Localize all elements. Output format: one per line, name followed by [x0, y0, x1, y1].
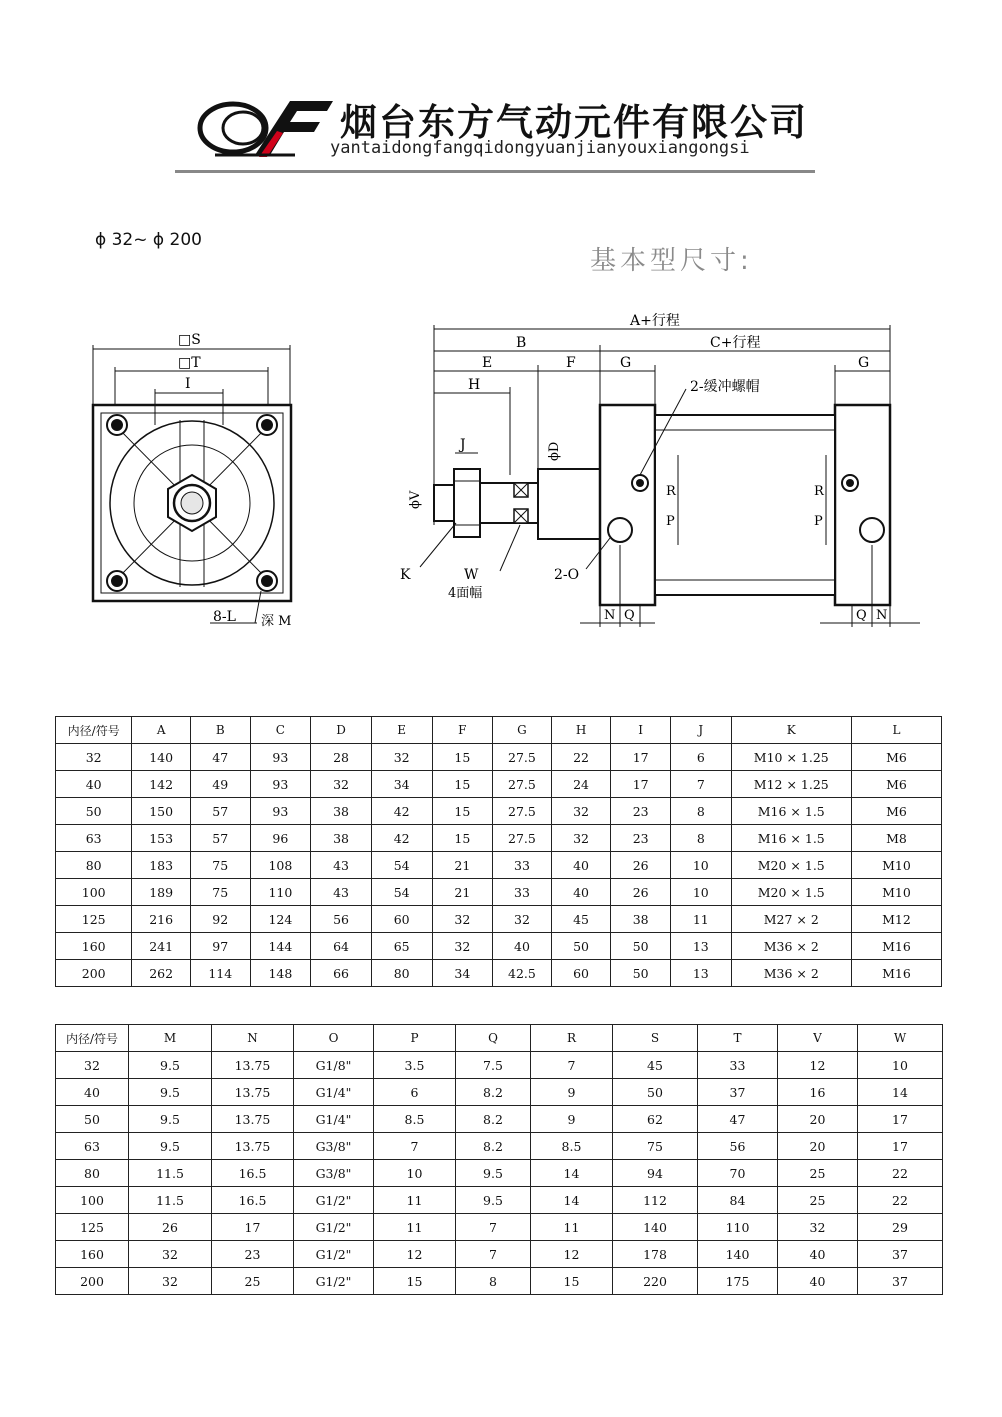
table-cell: 25 — [778, 1187, 858, 1214]
dim-label-w-note: 4面幅 — [448, 586, 483, 601]
table-cell: M16 × 1.5 — [731, 798, 851, 825]
table-cell: 9.5 — [456, 1160, 531, 1187]
column-header: W — [858, 1025, 943, 1052]
table-cell: 57 — [190, 798, 250, 825]
table-cell: M8 — [851, 825, 941, 852]
header-divider — [175, 170, 815, 173]
table-cell: 178 — [613, 1241, 698, 1268]
column-header: I — [611, 717, 671, 744]
table-cell: 45 — [551, 906, 611, 933]
column-header: A — [132, 717, 191, 744]
table-cell: 97 — [190, 933, 250, 960]
table-cell: 38 — [311, 798, 372, 825]
column-header: R — [531, 1025, 613, 1052]
table-row — [56, 1052, 943, 1079]
table-cell: 11 — [374, 1187, 456, 1214]
table-cell: 10 — [374, 1160, 456, 1187]
table-row — [56, 1214, 943, 1241]
dim-label-w: W — [464, 567, 479, 583]
table-row — [56, 825, 942, 852]
column-header: F — [432, 717, 493, 744]
table-cell: 142 — [132, 771, 191, 798]
table-cell: 32 — [432, 906, 493, 933]
table-cell: 175 — [698, 1268, 778, 1295]
table-cell: 189 — [132, 879, 191, 906]
table-cell: M6 — [851, 798, 941, 825]
table-cell: M12 × 1.25 — [731, 771, 851, 798]
table-cell: 45 — [613, 1052, 698, 1079]
table-cell: 9.5 — [129, 1106, 212, 1133]
table-cell: 40 — [778, 1268, 858, 1295]
bore-size-cell: 200 — [56, 1268, 129, 1295]
table-cell: 17 — [858, 1133, 943, 1160]
dim-label-depth: 深 M — [261, 614, 292, 629]
table-row — [56, 744, 942, 771]
table-cell: 32 — [311, 771, 372, 798]
table-cell: 94 — [613, 1160, 698, 1187]
table-cell: 11.5 — [129, 1187, 212, 1214]
table-cell: 17 — [611, 771, 671, 798]
table-cell: 32 — [551, 825, 611, 852]
table-cell: 92 — [190, 906, 250, 933]
table-cell: 7 — [456, 1214, 531, 1241]
table-cell: 153 — [132, 825, 191, 852]
table-cell: 75 — [613, 1133, 698, 1160]
table-cell: 14 — [531, 1187, 613, 1214]
table-cell: 27.5 — [493, 825, 552, 852]
table-cell: 10 — [670, 852, 731, 879]
column-header: J — [670, 717, 731, 744]
table-cell: G1/2" — [294, 1268, 374, 1295]
table-cell: 22 — [858, 1160, 943, 1187]
table-cell: 32 — [551, 798, 611, 825]
bore-size-cell: 40 — [56, 771, 132, 798]
table-cell: 25 — [778, 1160, 858, 1187]
dim-label-p-right: P — [814, 514, 823, 529]
table-cell: 27.5 — [493, 771, 552, 798]
table-cell: 50 — [611, 933, 671, 960]
table-cell: 13 — [670, 960, 731, 987]
company-logo — [195, 95, 335, 167]
table-cell: 220 — [613, 1268, 698, 1295]
bore-size-cell: 63 — [56, 825, 132, 852]
table-cell: 15 — [531, 1268, 613, 1295]
table-cell: 13.75 — [212, 1106, 294, 1133]
table-cell: 32 — [129, 1241, 212, 1268]
table-cell: 70 — [698, 1160, 778, 1187]
table-row — [56, 1106, 943, 1133]
bore-size-cell: 32 — [56, 1052, 129, 1079]
dim-label-g-left: G — [620, 355, 632, 371]
table-cell: 20 — [778, 1106, 858, 1133]
table-cell: 140 — [132, 744, 191, 771]
table-cell: 38 — [611, 906, 671, 933]
table-row — [56, 933, 942, 960]
table-row — [56, 852, 942, 879]
table-cell: 112 — [613, 1187, 698, 1214]
column-header: E — [371, 717, 432, 744]
table-cell: 183 — [132, 852, 191, 879]
table-cell: 40 — [551, 852, 611, 879]
side-view-drawing — [390, 305, 930, 635]
table-cell: 23 — [611, 798, 671, 825]
table-cell: M16 × 1.5 — [731, 825, 851, 852]
table-cell: 14 — [858, 1079, 943, 1106]
table-cell: 8 — [456, 1268, 531, 1295]
bore-size-cell: 50 — [56, 798, 132, 825]
table-cell: 7 — [531, 1052, 613, 1079]
table-cell: 8.2 — [456, 1133, 531, 1160]
bore-size-cell: 200 — [56, 960, 132, 987]
table-header-row — [56, 1025, 943, 1052]
table-cell: 12 — [531, 1241, 613, 1268]
table-cell: 38 — [311, 825, 372, 852]
table-cell: 8 — [670, 798, 731, 825]
table-cell: 75 — [190, 852, 250, 879]
table-cell: 13 — [670, 933, 731, 960]
table-cell: 8.2 — [456, 1079, 531, 1106]
table-cell: 9.5 — [129, 1052, 212, 1079]
table-cell: 96 — [250, 825, 311, 852]
table-cell: 108 — [250, 852, 311, 879]
table-cell: 93 — [250, 771, 311, 798]
table-cell: 50 — [611, 960, 671, 987]
table-cell: 27.5 — [493, 798, 552, 825]
dim-label-e: E — [482, 355, 493, 371]
dim-label-n-left: N — [604, 608, 616, 623]
table-row — [56, 1187, 943, 1214]
table-cell: 16.5 — [212, 1160, 294, 1187]
table-header-row — [56, 717, 942, 744]
table-cell: 24 — [551, 771, 611, 798]
bore-size-cell: 80 — [56, 852, 132, 879]
table-cell: 54 — [371, 852, 432, 879]
table-cell: 23 — [212, 1241, 294, 1268]
dim-label-f: F — [566, 355, 576, 371]
dimension-table-1 — [55, 716, 942, 987]
table-cell: 7 — [670, 771, 731, 798]
table-cell: 110 — [250, 879, 311, 906]
table-cell: 150 — [132, 798, 191, 825]
dim-label-c: C+行程 — [710, 335, 761, 351]
table-cell: 110 — [698, 1214, 778, 1241]
column-header: V — [778, 1025, 858, 1052]
table-cell: 140 — [698, 1241, 778, 1268]
column-header: S — [613, 1025, 698, 1052]
table-cell: 93 — [250, 798, 311, 825]
dim-label-q-left: Q — [624, 608, 635, 623]
table-cell: M16 — [851, 933, 941, 960]
table-cell: 37 — [858, 1268, 943, 1295]
table-cell: 56 — [698, 1133, 778, 1160]
dim-label-i: I — [185, 376, 191, 392]
table-row — [56, 906, 942, 933]
table-cell: G1/2" — [294, 1241, 374, 1268]
table-cell: 15 — [432, 825, 493, 852]
company-pinyin: yantaidongfangqidongyuanjianyouxiangongsi — [330, 138, 750, 158]
dim-label-g-right: G — [858, 355, 870, 371]
column-header: H — [551, 717, 611, 744]
bore-size-cell: 40 — [56, 1079, 129, 1106]
table-cell: 40 — [493, 933, 552, 960]
table-cell: 50 — [613, 1079, 698, 1106]
table-cell: 15 — [432, 798, 493, 825]
table-cell: M10 — [851, 852, 941, 879]
bore-size-cell: 160 — [56, 933, 132, 960]
table-row — [56, 1241, 943, 1268]
dim-label-n-right: N — [876, 608, 888, 623]
table-cell: 7 — [456, 1241, 531, 1268]
dim-label-r-left: R — [666, 484, 676, 499]
table-cell: 124 — [250, 906, 311, 933]
table-cell: 66 — [311, 960, 372, 987]
column-header: C — [250, 717, 311, 744]
table-cell: 9 — [531, 1079, 613, 1106]
table-cell: 40 — [551, 879, 611, 906]
bore-size-cell: 100 — [56, 1187, 129, 1214]
bore-size-cell: 100 — [56, 879, 132, 906]
table-cell: 12 — [778, 1052, 858, 1079]
table-cell: 8.5 — [374, 1106, 456, 1133]
column-header: 内径/符号 — [56, 1025, 129, 1052]
column-header: B — [190, 717, 250, 744]
table-row — [56, 1160, 943, 1187]
table-cell: 42 — [371, 825, 432, 852]
table-cell: 9 — [531, 1106, 613, 1133]
table-cell: 65 — [371, 933, 432, 960]
dim-label-l: 8-L — [213, 609, 236, 625]
table-cell: M6 — [851, 771, 941, 798]
table-cell: 17 — [611, 744, 671, 771]
table-cell: 33 — [493, 879, 552, 906]
table-cell: 62 — [613, 1106, 698, 1133]
table-cell: 8.2 — [456, 1106, 531, 1133]
table-cell: 21 — [432, 852, 493, 879]
table-cell: G1/4" — [294, 1079, 374, 1106]
table-cell: 10 — [670, 879, 731, 906]
front-view-drawing — [85, 325, 315, 635]
dim-label-k: K — [400, 567, 411, 583]
table-row — [56, 960, 942, 987]
table-cell: 241 — [132, 933, 191, 960]
dim-label-a: A+行程 — [630, 313, 680, 329]
table-cell: 60 — [371, 906, 432, 933]
table-cell: 27.5 — [493, 744, 552, 771]
column-header: K — [731, 717, 851, 744]
table-cell: 34 — [371, 771, 432, 798]
table-cell: 262 — [132, 960, 191, 987]
table-cell: 42.5 — [493, 960, 552, 987]
table-cell: 93 — [250, 744, 311, 771]
dim-label-p-left: P — [666, 514, 675, 529]
table-cell: 15 — [432, 744, 493, 771]
table-cell: 33 — [493, 852, 552, 879]
table-cell: 13.75 — [212, 1133, 294, 1160]
dim-label-b: B — [516, 335, 527, 351]
table-cell: 80 — [371, 960, 432, 987]
column-header: L — [851, 717, 941, 744]
bore-size-cell: 32 — [56, 744, 132, 771]
table-row — [56, 1079, 943, 1106]
table-cell: 26 — [611, 852, 671, 879]
column-header: Q — [456, 1025, 531, 1052]
cushion-nut-label: 2-缓冲螺帽 — [690, 379, 760, 395]
table-cell: G1/2" — [294, 1187, 374, 1214]
table-cell: 17 — [858, 1106, 943, 1133]
bore-size-cell: 50 — [56, 1106, 129, 1133]
table-cell: 11 — [531, 1214, 613, 1241]
dim-label-h: H — [468, 377, 481, 393]
table-cell: 84 — [698, 1187, 778, 1214]
table-cell: 47 — [698, 1106, 778, 1133]
column-header: N — [212, 1025, 294, 1052]
dim-label-v: ϕV — [408, 490, 423, 509]
table-cell: G1/2" — [294, 1214, 374, 1241]
table-cell: 148 — [250, 960, 311, 987]
table-cell: 13.75 — [212, 1079, 294, 1106]
table-cell: 40 — [778, 1241, 858, 1268]
bore-size-cell: 160 — [56, 1241, 129, 1268]
table-cell: 15 — [432, 771, 493, 798]
table-cell: 26 — [129, 1214, 212, 1241]
table-row — [56, 798, 942, 825]
bore-size-cell: 125 — [56, 1214, 129, 1241]
column-header: D — [311, 717, 372, 744]
table-cell: 37 — [698, 1079, 778, 1106]
table-cell: M6 — [851, 744, 941, 771]
table-cell: M16 — [851, 960, 941, 987]
table-cell: 15 — [374, 1268, 456, 1295]
dim-label-t: □T — [178, 355, 201, 371]
column-header: 内径/符号 — [56, 717, 132, 744]
bore-size-cell: 125 — [56, 906, 132, 933]
table-cell: 114 — [190, 960, 250, 987]
table-cell: G1/8" — [294, 1052, 374, 1079]
table-cell: 32 — [371, 744, 432, 771]
dim-label-d: ϕD — [547, 441, 562, 461]
table-row — [56, 1133, 943, 1160]
table-cell: 13.75 — [212, 1052, 294, 1079]
table-cell: 26 — [611, 879, 671, 906]
table-cell: 32 — [778, 1214, 858, 1241]
column-header: M — [129, 1025, 212, 1052]
table-cell: 43 — [311, 879, 372, 906]
column-header: G — [493, 717, 552, 744]
table-cell: 216 — [132, 906, 191, 933]
table-cell: 22 — [551, 744, 611, 771]
table-cell: 11 — [374, 1214, 456, 1241]
table-cell: G1/4" — [294, 1106, 374, 1133]
section-title: 基本型尺寸: — [590, 246, 753, 276]
table-cell: M10 — [851, 879, 941, 906]
table-cell: 10 — [858, 1052, 943, 1079]
table-cell: 42 — [371, 798, 432, 825]
table-cell: 17 — [212, 1214, 294, 1241]
table-cell: M20 × 1.5 — [731, 852, 851, 879]
column-header: T — [698, 1025, 778, 1052]
table-cell: 32 — [129, 1268, 212, 1295]
table-cell: 20 — [778, 1133, 858, 1160]
table-cell: 6 — [374, 1079, 456, 1106]
table-cell: 7 — [374, 1133, 456, 1160]
table-cell: 56 — [311, 906, 372, 933]
table-cell: 3.5 — [374, 1052, 456, 1079]
table-row — [56, 1268, 943, 1295]
table-cell: 9.5 — [129, 1079, 212, 1106]
table-cell: 9.5 — [129, 1133, 212, 1160]
table-row — [56, 771, 942, 798]
column-header: O — [294, 1025, 374, 1052]
table-cell: M36 × 2 — [731, 933, 851, 960]
table-cell: 50 — [551, 933, 611, 960]
table-cell: 8 — [670, 825, 731, 852]
company-name: 烟台东方气动元件有限公司 — [340, 101, 808, 144]
dim-label-o: 2-O — [554, 567, 580, 583]
dim-label-s: □S — [178, 332, 201, 348]
bore-size-cell: 63 — [56, 1133, 129, 1160]
table-cell: 22 — [858, 1187, 943, 1214]
table-cell: 32 — [493, 906, 552, 933]
bore-size-cell: 80 — [56, 1160, 129, 1187]
table-cell: 37 — [858, 1241, 943, 1268]
table-cell: M20 × 1.5 — [731, 879, 851, 906]
table-cell: 60 — [551, 960, 611, 987]
table-cell: 8.5 — [531, 1133, 613, 1160]
table-cell: 11 — [670, 906, 731, 933]
table-cell: 75 — [190, 879, 250, 906]
table-cell: 11.5 — [129, 1160, 212, 1187]
table-cell: 14 — [531, 1160, 613, 1187]
table-cell: M12 — [851, 906, 941, 933]
table-cell: 57 — [190, 825, 250, 852]
table-cell: 7.5 — [456, 1052, 531, 1079]
table-cell: M27 × 2 — [731, 906, 851, 933]
table-cell: G3/8" — [294, 1160, 374, 1187]
table-cell: 47 — [190, 744, 250, 771]
table-cell: 54 — [371, 879, 432, 906]
table-cell: G3/8" — [294, 1133, 374, 1160]
dim-label-j: J — [460, 437, 466, 453]
table-cell: M36 × 2 — [731, 960, 851, 987]
table-cell: 43 — [311, 852, 372, 879]
table-cell: 28 — [311, 744, 372, 771]
dimension-table-2 — [55, 1024, 943, 1295]
table-cell: 23 — [611, 825, 671, 852]
table-cell: M10 × 1.25 — [731, 744, 851, 771]
table-cell: 64 — [311, 933, 372, 960]
table-cell: 34 — [432, 960, 493, 987]
table-cell: 16 — [778, 1079, 858, 1106]
dim-label-r-right: R — [814, 484, 824, 499]
table-cell: 6 — [670, 744, 731, 771]
table-cell: 25 — [212, 1268, 294, 1295]
dim-label-q-right: Q — [856, 608, 867, 623]
table-cell: 33 — [698, 1052, 778, 1079]
table-cell: 9.5 — [456, 1187, 531, 1214]
table-cell: 49 — [190, 771, 250, 798]
column-header: P — [374, 1025, 456, 1052]
table-row — [56, 879, 942, 906]
bore-range-label: ϕ 32~ ϕ 200 — [95, 230, 202, 250]
table-cell: 32 — [432, 933, 493, 960]
table-cell: 140 — [613, 1214, 698, 1241]
table-cell: 144 — [250, 933, 311, 960]
table-cell: 16.5 — [212, 1187, 294, 1214]
table-cell: 29 — [858, 1214, 943, 1241]
table-cell: 12 — [374, 1241, 456, 1268]
table-cell: 21 — [432, 879, 493, 906]
